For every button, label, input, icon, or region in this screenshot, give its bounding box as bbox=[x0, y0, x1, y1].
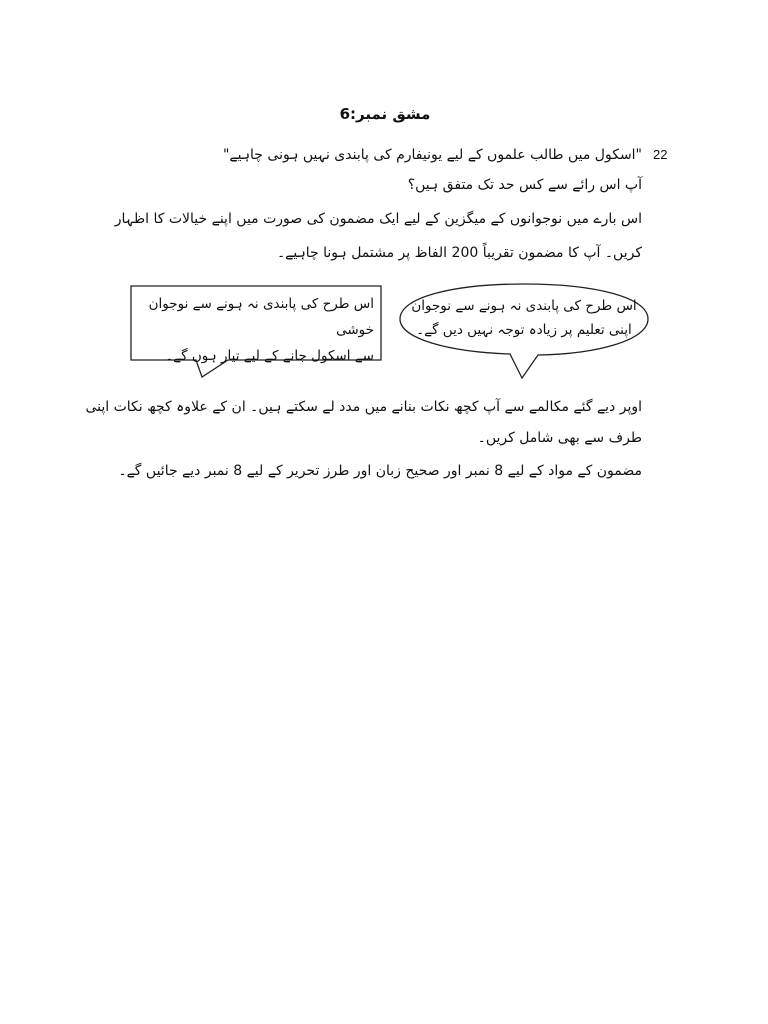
instruction-line-3: مضمون کے مواد کے لیے 8 نمبر اور صحیح زبان اور طرز تحریر کے لیے 8 نمبر دیے جائیں گے۔ bbox=[118, 463, 642, 479]
speech-box-line-2: سے اسکول جانے کے لیے تیار ہوں گے۔ bbox=[165, 348, 374, 364]
instruction-line-2: طرف سے بھی شامل کریں۔ bbox=[477, 430, 642, 446]
speech-bubble bbox=[398, 282, 650, 356]
speech-bubble-line-1: اس طرح کی پابندی نہ ہونے سے نوجوان bbox=[411, 298, 637, 314]
question-number: 22 bbox=[653, 147, 668, 162]
speech-box bbox=[130, 285, 382, 364]
prompt-line-1: "اسکول میں طالب علموں کے لیے یونیفارم کی پابندی نہیں ہونی چاہیے" bbox=[222, 147, 642, 163]
speech-bubble-line-2: اپنی تعلیم پر زیادہ توجہ نہیں دیں گے۔ bbox=[416, 322, 632, 338]
prompt-line-2: آپ اس رائے سے کس حد تک متفق ہیں؟ bbox=[407, 177, 642, 193]
exercise-title: مشق نمبر:6 bbox=[339, 105, 431, 123]
speech-box-text bbox=[138, 291, 374, 369]
prompt-line-4: کریں۔ آپ کا مضمون تقریباً 200 الفاظ پر مشتمل ہونا چاہیے۔ bbox=[276, 245, 642, 261]
prompt-line-3: اس بارے میں نوجوانوں کے میگزین کے لیے ایک مضمون کی صورت میں اپنے خیالات کا اظہار bbox=[114, 211, 642, 227]
speech-box-line-1: اس طرح کی پابندی نہ ہونے سے نوجوان خوشی bbox=[148, 296, 374, 338]
instruction-line-1: اوپر دیے گئے مکالمے سے آپ کچھ نکات بنانے میں مدد لے سکتے ہیں۔ ان کے علاوہ کچھ نکات اپنی bbox=[85, 399, 642, 415]
speech-bubble-text bbox=[410, 294, 638, 342]
